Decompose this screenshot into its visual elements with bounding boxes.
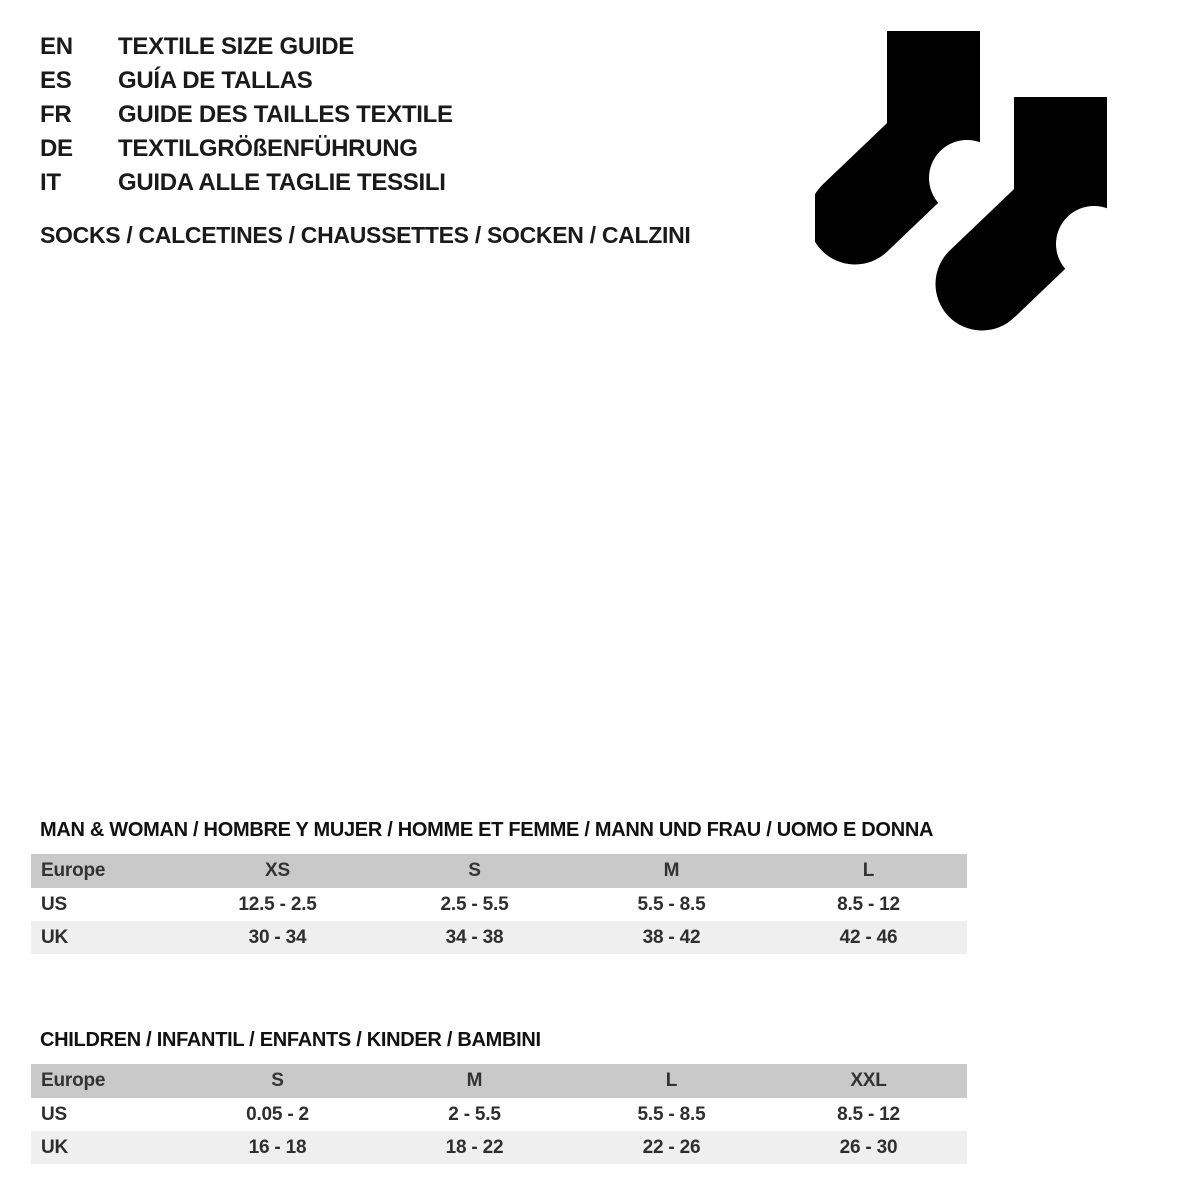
language-title-list <box>40 30 453 200</box>
size-value-cell: 30 - 34 <box>248 926 307 948</box>
language-row <box>40 132 453 166</box>
size-value-cell: 18 - 22 <box>445 1136 504 1158</box>
table-header-cell: Europe <box>41 860 106 881</box>
language-label: GUIDA ALLE TAGLIE TESSILI <box>118 169 446 196</box>
table-header-cell: M <box>466 1070 483 1091</box>
size-value-cell: 0.05 - 2 <box>246 1103 309 1125</box>
language-label: GUIDE DES TAILLES TEXTILE <box>118 101 453 128</box>
row-label-cell: UK <box>41 1136 69 1158</box>
sock-left-shape <box>855 31 1005 218</box>
language-label: TEXTILE SIZE GUIDE <box>118 33 354 60</box>
size-value-cell: 26 - 30 <box>839 1136 898 1158</box>
sock-right-shape <box>982 97 1132 284</box>
table-row <box>31 1131 967 1164</box>
table-row <box>31 921 967 954</box>
row-label-cell: UK <box>41 926 69 948</box>
size-value-cell: 2 - 5.5 <box>448 1103 501 1125</box>
language-row <box>40 64 453 98</box>
language-code: ES <box>40 67 72 94</box>
socks-icon <box>815 28 1135 348</box>
language-label: TEXTILGRÖßENFÜHRUNG <box>118 135 418 162</box>
size-value-cell: 5.5 - 8.5 <box>637 1103 706 1125</box>
language-code: FR <box>40 101 72 128</box>
table-header-cell: L <box>665 1070 678 1091</box>
adults-size-table <box>31 854 967 954</box>
size-value-cell: 8.5 - 12 <box>837 893 900 915</box>
language-row <box>40 166 453 200</box>
size-value-cell: 12.5 - 2.5 <box>238 893 317 915</box>
row-label-cell: US <box>41 893 67 915</box>
size-value-cell: 22 - 26 <box>642 1136 701 1158</box>
language-row <box>40 30 453 64</box>
language-row <box>40 98 453 132</box>
children-size-section <box>31 1029 967 1164</box>
table-header-cell: M <box>663 860 680 881</box>
table-header-cell: L <box>862 860 875 881</box>
table-row <box>31 1098 967 1131</box>
size-value-cell: 8.5 - 12 <box>837 1103 900 1125</box>
category-line: SOCKS / CALCETINES / CHAUSSETTES / SOCKEN / CALZINI <box>40 222 691 248</box>
size-value-cell: 16 - 18 <box>248 1136 307 1158</box>
language-code: EN <box>40 33 73 60</box>
size-value-cell: 42 - 46 <box>839 926 898 948</box>
adults-size-section <box>31 819 967 954</box>
table-header-cell: XS <box>265 860 290 881</box>
language-code: DE <box>40 135 73 162</box>
table-header-cell: Europe <box>41 1070 106 1091</box>
language-code: IT <box>40 169 61 196</box>
children-table-title: CHILDREN / INFANTIL / ENFANTS / KINDER / BAMBINI <box>40 1029 541 1051</box>
table-row <box>31 888 967 921</box>
table-header-row <box>31 854 967 888</box>
table-header-cell: XXL <box>850 1070 887 1091</box>
size-value-cell: 38 - 42 <box>642 926 701 948</box>
row-label-cell: US <box>41 1103 67 1125</box>
language-label: GUÍA DE TALLAS <box>118 67 313 94</box>
size-value-cell: 5.5 - 8.5 <box>637 893 706 915</box>
table-header-cell: S <box>271 1070 284 1091</box>
children-size-table <box>31 1064 967 1164</box>
size-value-cell: 34 - 38 <box>445 926 504 948</box>
table-header-row <box>31 1064 967 1098</box>
table-header-cell: S <box>468 860 481 881</box>
size-value-cell: 2.5 - 5.5 <box>440 893 509 915</box>
adults-table-title: MAN & WOMAN / HOMBRE Y MUJER / HOMME ET FEMME / MANN UND FRAU / UOMO E DONNA <box>40 819 934 841</box>
